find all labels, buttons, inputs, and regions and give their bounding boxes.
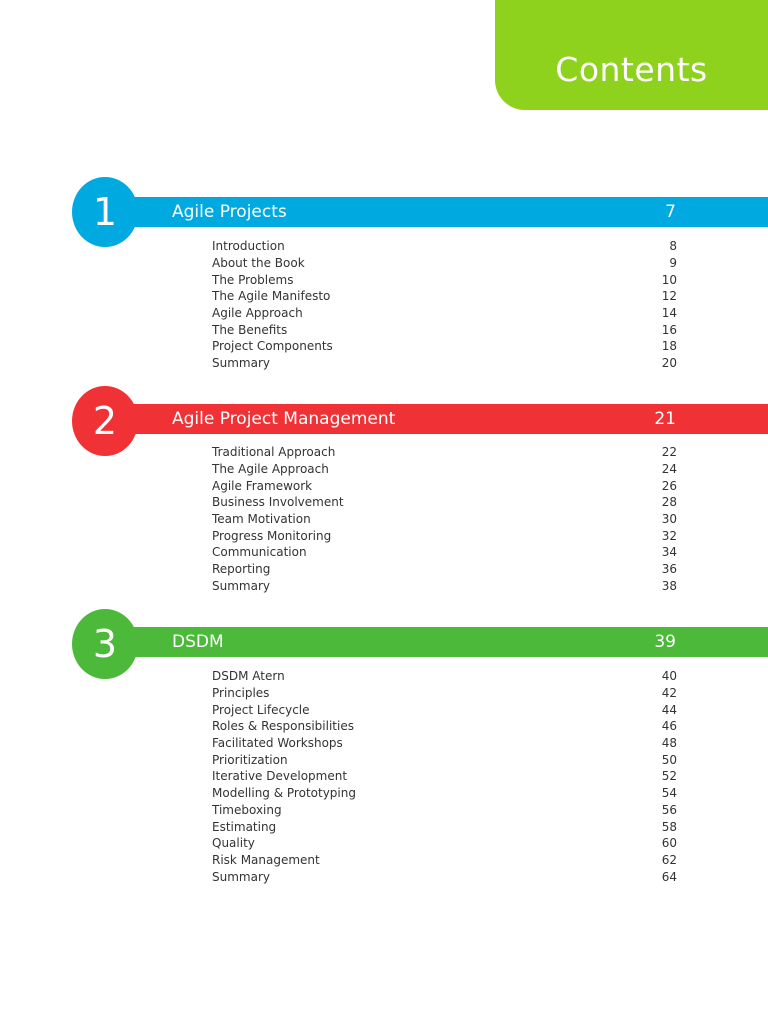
entry-title: Timeboxing — [212, 802, 282, 817]
entry-title: Prioritization — [212, 752, 288, 767]
toc-entry[interactable] — [212, 835, 677, 852]
toc-entry[interactable] — [212, 868, 677, 885]
entry-page: 56 — [661, 802, 677, 817]
entry-page: 44 — [661, 702, 677, 717]
entry-page: 14 — [661, 306, 677, 321]
entry-page: 20 — [661, 356, 677, 371]
toc-entry[interactable] — [212, 511, 677, 528]
entry-page: 38 — [661, 578, 677, 593]
toc-entry[interactable] — [212, 561, 677, 578]
toc-entry[interactable] — [212, 271, 677, 288]
page-title: Contents — [555, 49, 708, 89]
entry-title: The Problems — [212, 272, 294, 287]
entry-title: About the Book — [212, 256, 305, 271]
entry-title: Communication — [212, 545, 307, 560]
entry-title: Principles — [212, 686, 270, 701]
entry-page: 36 — [661, 562, 677, 577]
chapter-page: 39 — [654, 632, 676, 652]
toc-entry[interactable] — [212, 668, 677, 685]
entry-page: 60 — [661, 836, 677, 851]
entry-title: The Agile Manifesto — [212, 289, 331, 304]
toc-entry[interactable] — [212, 718, 677, 735]
entry-title: Facilitated Workshops — [212, 736, 343, 751]
section-list — [212, 444, 677, 594]
toc-entry[interactable] — [212, 477, 677, 494]
entry-title: Team Motivation — [212, 512, 311, 527]
toc-entry[interactable] — [212, 494, 677, 511]
entry-title: Reporting — [212, 562, 271, 577]
chapter-page: 21 — [654, 409, 676, 429]
chapter-page: 7 — [665, 202, 676, 222]
entry-page: 22 — [661, 445, 677, 460]
entry-page: 18 — [661, 339, 677, 354]
toc-entry[interactable] — [212, 527, 677, 544]
toc-entry[interactable] — [212, 768, 677, 785]
entry-page: 42 — [661, 686, 677, 701]
entry-page: 54 — [661, 786, 677, 801]
toc-entry[interactable] — [212, 444, 677, 461]
entry-page: 28 — [661, 495, 677, 510]
toc-entry[interactable] — [212, 238, 677, 255]
toc-entry[interactable] — [212, 818, 677, 835]
entry-title: Project Components — [212, 339, 333, 354]
toc-entry[interactable] — [212, 321, 677, 338]
toc-entry[interactable] — [212, 255, 677, 272]
section-list — [212, 238, 677, 372]
toc-entry[interactable] — [212, 355, 677, 372]
toc-entry[interactable] — [212, 751, 677, 768]
entry-page: 58 — [661, 819, 677, 834]
entry-page: 64 — [661, 869, 677, 884]
entry-title: Risk Management — [212, 852, 320, 867]
entry-title: Business Involvement — [212, 495, 344, 510]
entry-title: Traditional Approach — [212, 445, 336, 460]
chapter-bar[interactable] — [120, 404, 768, 434]
entry-title: Progress Monitoring — [212, 528, 332, 543]
entry-title: The Benefits — [212, 322, 288, 337]
entry-page: 9 — [669, 256, 677, 271]
toc-entry[interactable] — [212, 578, 677, 595]
entry-title: Agile Framework — [212, 478, 313, 493]
entry-page: 30 — [661, 512, 677, 527]
toc-entry[interactable] — [212, 852, 677, 869]
entry-title: Introduction — [212, 239, 285, 254]
chapter-bar[interactable] — [120, 197, 768, 227]
entry-page: 34 — [661, 545, 677, 560]
entry-title: Summary — [212, 356, 270, 371]
chapter-title: DSDM — [172, 632, 224, 652]
toc-entry[interactable] — [212, 461, 677, 478]
entry-title: Modelling & Prototyping — [212, 786, 356, 801]
chapter-title: Agile Projects — [172, 202, 287, 222]
toc-entry[interactable] — [212, 735, 677, 752]
toc-entry[interactable] — [212, 338, 677, 355]
chapter-number-badge: 3 — [72, 609, 138, 679]
entry-page: 16 — [661, 322, 677, 337]
entry-page: 10 — [661, 272, 677, 287]
chapter-number-badge: 2 — [72, 386, 138, 456]
toc-entry[interactable] — [212, 305, 677, 322]
entry-title: Estimating — [212, 819, 277, 834]
entry-page: 24 — [661, 462, 677, 477]
section-list — [212, 668, 677, 885]
entry-title: Summary — [212, 869, 270, 884]
chapter-number-badge: 1 — [72, 177, 138, 247]
entry-page: 40 — [661, 669, 677, 684]
entry-title: The Agile Approach — [212, 462, 329, 477]
toc-entry[interactable] — [212, 544, 677, 561]
entry-title: Summary — [212, 578, 270, 593]
entry-page: 12 — [661, 289, 677, 304]
toc-entry[interactable] — [212, 288, 677, 305]
entry-title: Agile Approach — [212, 306, 303, 321]
entry-title: Roles & Responsibilities — [212, 719, 354, 734]
toc-entry[interactable] — [212, 802, 677, 819]
entry-page: 8 — [669, 239, 677, 254]
entry-title: Iterative Development — [212, 769, 348, 784]
entry-page: 50 — [661, 752, 677, 767]
entry-page: 62 — [661, 852, 677, 867]
chapter-title: Agile Project Management — [172, 409, 396, 429]
entry-page: 26 — [661, 478, 677, 493]
chapter-bar[interactable] — [120, 627, 768, 657]
toc-entry[interactable] — [212, 785, 677, 802]
entry-page: 52 — [661, 769, 677, 784]
toc-entry[interactable] — [212, 685, 677, 702]
contents-header-tab — [495, 0, 768, 110]
entry-title: Quality — [212, 836, 255, 851]
entry-page: 32 — [661, 528, 677, 543]
entry-title: DSDM Atern — [212, 669, 285, 684]
entry-title: Project Lifecycle — [212, 702, 310, 717]
entry-page: 46 — [661, 719, 677, 734]
entry-page: 48 — [661, 736, 677, 751]
toc-entry[interactable] — [212, 701, 677, 718]
